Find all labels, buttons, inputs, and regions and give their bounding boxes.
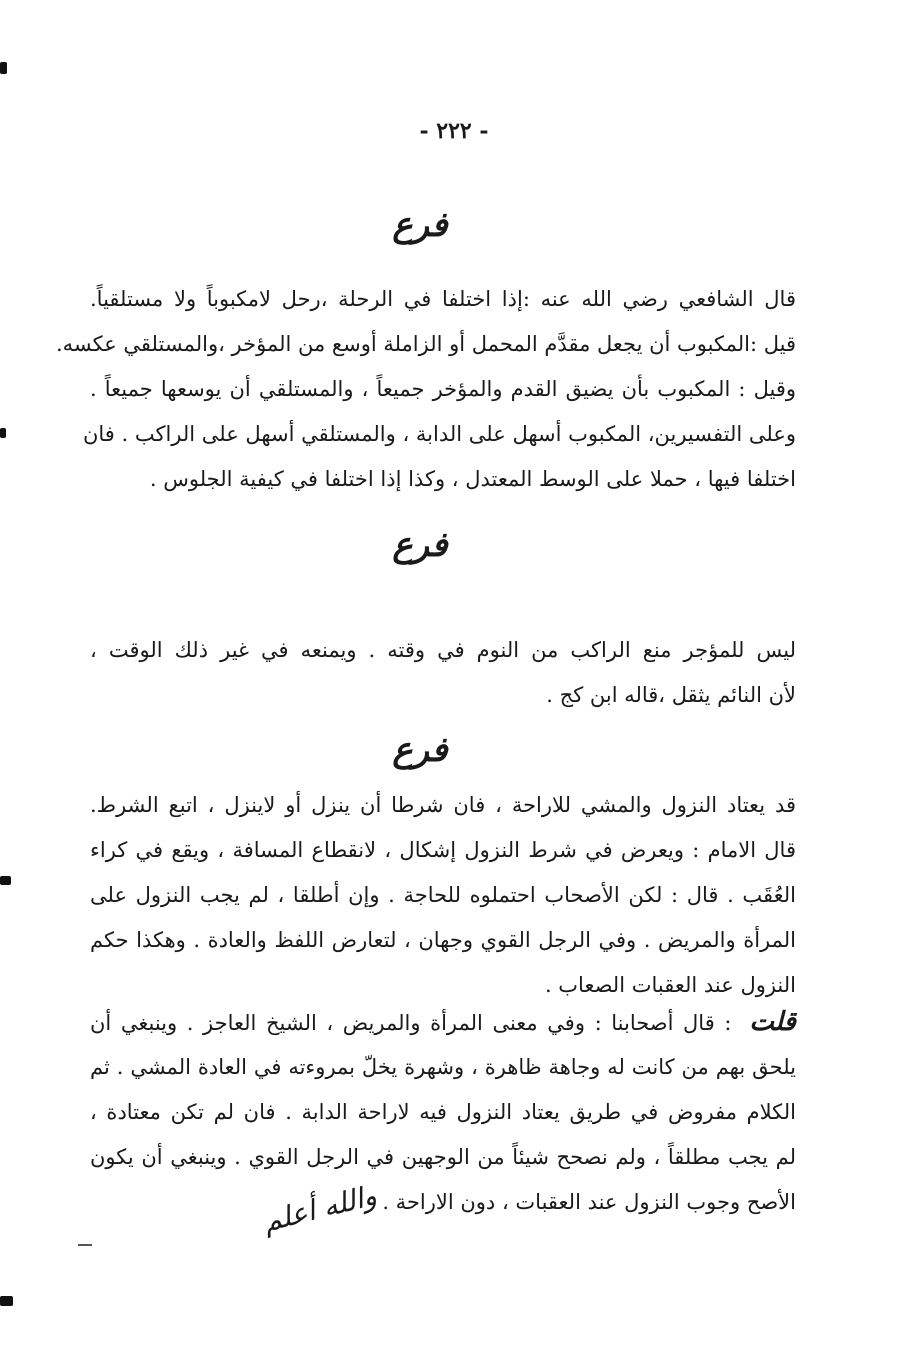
note-line: الأصح وجوب النزول عند العقبات ، دون الاراحة .: [382, 1190, 796, 1214]
text-line: قال الامام : ويعرض في شرط النزول إشكال ، لانقطاع المسافة ، ويقع في كراء: [90, 838, 796, 862]
section-heading: فرع: [392, 730, 448, 770]
section-body: [90, 783, 796, 1008]
scan-edge-mark: [0, 876, 11, 885]
text-line: المرأة والمريض . وفي الرجل القوي وجهان ، لتعارض اللفظ والعادة . وهكذا حكم: [90, 928, 796, 952]
note-line: يلحق بهم من كانت له وجاهة ظاهرة ، وشهرة يخلّ بمروءته في العادة المشي . ثم: [90, 1055, 796, 1079]
text-line: العُقَب . قال : لكن الأصحاب احتملوه للحاجة . وإن أطلقا ، لم يجب النزول على: [90, 883, 796, 907]
closing-signature: والله أعلم: [259, 1178, 380, 1239]
note-line-text: : قال أصحابنا : وفي معنى المرأة والمريض ، الشيخ العاجز . وينبغي أن: [90, 1011, 732, 1035]
scan-stray-mark: [78, 1244, 92, 1246]
scan-edge-mark: [0, 428, 6, 438]
note-line: الكلام مفروض في طريق يعتاد النزول فيه لاراحة الدابة . فان لم تكن معتادة ،: [90, 1100, 796, 1124]
section-body: [90, 628, 796, 718]
page-number: - ٢٢٢ -: [419, 118, 489, 144]
text-line: قد يعتاد النزول والمشي للاراحة ، فان شرطا أن ينزل أو لاينزل ، اتبع الشرط.: [90, 793, 796, 817]
text-line: اختلفا فيها ، حملا على الوسط المعتدل ، وكذا إذا اختلفا في كيفية الجلوس .: [149, 467, 796, 491]
text-line: لأن النائم يثقل ،قاله ابن كج .: [546, 683, 796, 707]
text-line: قيل :المكبوب أن يجعل مقدَّم المحمل أو الزاملة أوسع من المؤخر ،والمستلقي عكسه.: [55, 332, 796, 356]
note-line: [90, 1000, 796, 1045]
text-line: وقيل : المكبوب بأن يضيق القدم والمؤخر جميعاً ، والمستلقي أن يوسعها جميعاً .: [90, 377, 796, 401]
text-line: قال الشافعي رضي الله عنه :إذا اختلفا في الرحلة ،رحل لامكبوباً ولا مستلقياً.: [90, 287, 796, 311]
note-body: [90, 1000, 796, 1225]
section-body: [55, 277, 796, 502]
section-heading: فرع: [392, 205, 448, 245]
scan-edge-mark: [0, 62, 7, 74]
text-line: النزول عند العقبات الصعاب .: [544, 973, 796, 997]
section-heading: فرع: [392, 525, 448, 565]
scan-edge-mark: [0, 1296, 13, 1306]
note-line: لم يجب مطلقاً ، ولم نصحح شيئاً من الوجهين في الرجل القوي . وينبغي أن يكون: [90, 1145, 796, 1169]
text-line: ليس للمؤجر منع الراكب من النوم في وقته . ويمنعه في غير ذلك الوقت ،: [90, 638, 796, 662]
text-line: وعلى التفسيرين، المكبوب أسهل على الدابة ، والمستلقي أسهل على الراكب . فان: [82, 422, 796, 446]
note-lead: قلت: [749, 1007, 796, 1037]
